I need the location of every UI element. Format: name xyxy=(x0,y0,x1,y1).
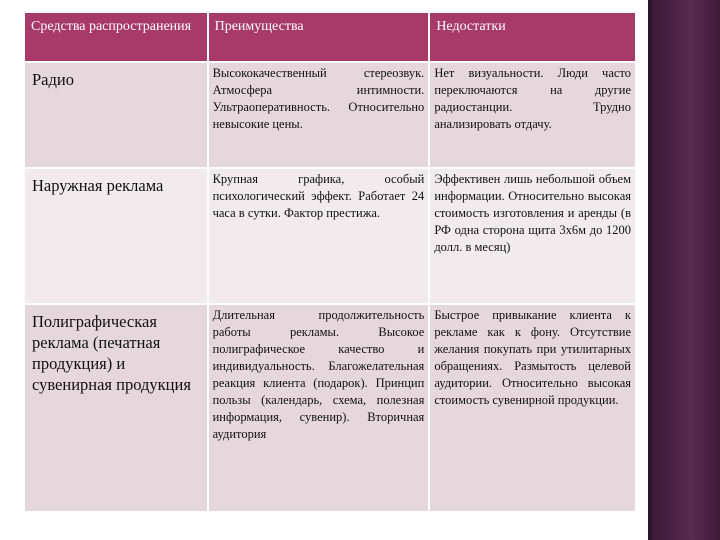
cell-advantages: Высококачественный стереозвук. Атмосфера интимности. Ультраоперативность. Относительно невысокие цены. xyxy=(209,63,429,167)
cell-disadvantages: Эффективен лишь небольшой объем информации. Относительно высокая стоимость изготовления и аренды (в РФ одна сторона щита 3х6м до 1200 долл. в месяц) xyxy=(430,169,635,303)
table-header-row xyxy=(25,13,635,61)
comparison-table xyxy=(23,11,637,513)
cell-advantages: Крупная графика, особый психологический эффект. Работает 24 часа в сутки. Фактор престижа. xyxy=(209,169,429,303)
table-row-radio xyxy=(25,63,635,167)
decorative-side-band xyxy=(648,0,720,540)
cell-medium: Полиграфическая реклама (печатная продукция) и сувенирная продукция xyxy=(25,305,207,511)
cell-advantages: Длительная продолжительность работы рекламы. Высокое полиграфическое качество и индивидуальность. Благожелательная реакция клиента (подарок). Принцип пользы (календарь, схема, полезная информация, сувенир). Вторичная аудитория xyxy=(209,305,429,511)
table-row-outdoor xyxy=(25,169,635,303)
cell-disadvantages: Нет визуальности. Люди часто переключаются на другие радиостанции. Трудно анализировать отдачу. xyxy=(430,63,635,167)
header-disadvantages: Недостатки xyxy=(430,13,635,61)
header-media: Средства распространения xyxy=(25,13,207,61)
cell-medium: Радио xyxy=(25,63,207,167)
cell-disadvantages: Быстрое привыкание клиента к рекламе как к фону. Отсутствие желания покупать при утилитарных обращениях. Размытость целевой аудитории. Относительно высокая стоимость сувенирной продукции. xyxy=(430,305,635,511)
header-advantages: Преимущества xyxy=(209,13,429,61)
cell-medium: Наружная реклама xyxy=(25,169,207,303)
table-row-print xyxy=(25,305,635,511)
